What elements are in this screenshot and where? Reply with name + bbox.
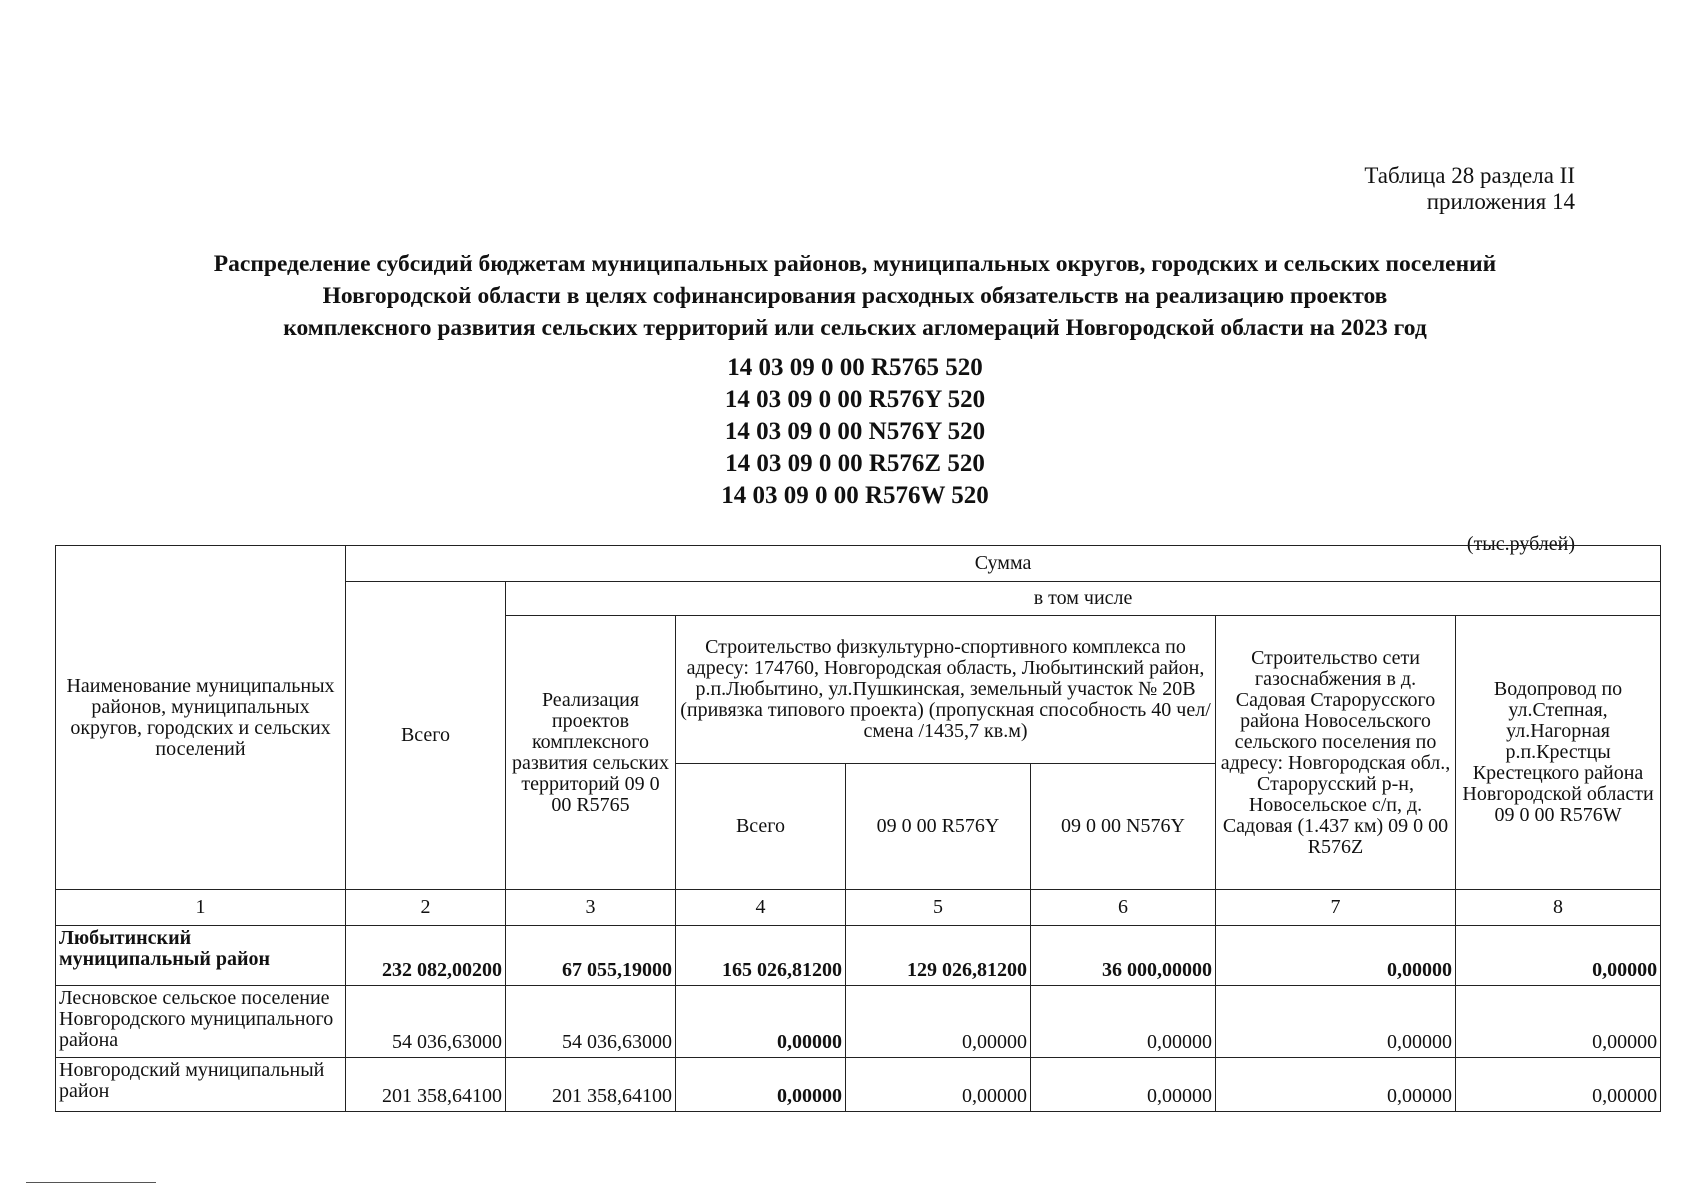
column-number: 7 [1216,890,1456,926]
cell-col3: 67 055,19000 [506,926,676,986]
column-number: 1 [56,890,346,926]
row-name: Любытинский муниципальный район [56,926,346,986]
budget-code: 14 03 09 0 00 R576W 520 [721,482,989,509]
budget-code: 14 03 09 0 00 R5765 520 [727,354,983,381]
cell-col7: 0,00000 [1216,926,1456,986]
table-row [56,1058,1661,1112]
document-title [60,248,1650,344]
row-name: Новгородский муниципальный район [56,1058,346,1112]
header-col4: Всего [676,764,846,890]
cell-col6: 0,00000 [1031,986,1216,1058]
header-total: Всего [346,582,506,890]
header-col5: 09 0 00 R576Y [846,764,1031,890]
budget-codes [60,352,1650,512]
header-sum: Сумма [346,546,1661,582]
header-col6: 09 0 00 N576Y [1031,764,1216,890]
cell-col8: 0,00000 [1456,1058,1661,1112]
cell-col7: 0,00000 [1216,986,1456,1058]
row-name: Лесновское сельское поселение Новгородского муниципального района [56,986,346,1058]
cell-col8: 0,00000 [1456,986,1661,1058]
header-construction: Строительство физкультурно-спортивного комплекса по адресу: 174760, Новгородская область, Любытинский район, р.п.Любытино, ул.Пушкинская, земельный участок № 20В (привязка типового проекта) (пропускная способность 40 чел/смена /1435,7 кв.м) [676,616,1216,764]
budget-code: 14 03 09 0 00 N576Y 520 [724,418,986,445]
column-number: 2 [346,890,506,926]
cell-col4: 0,00000 [676,1058,846,1112]
document-title-line1: Распределение субсидий бюджетам муниципальных районов, муниципальных округов, городских и сельских поселений [213,251,1497,277]
cell-col4: 165 026,81200 [676,926,846,986]
table-row [56,926,1661,986]
cell-col5: 0,00000 [846,986,1031,1058]
header-col3: Реализация проектов комплексного развития сельских территорий 09 0 00 R5765 [506,616,676,890]
budget-code: 14 03 09 0 00 R576Y 520 [724,386,986,413]
cell-col6: 0,00000 [1031,1058,1216,1112]
document-title-line3: комплексного развития сельских территорий или сельских агломераций Новгородской области на 2023 год [283,315,1427,341]
cell-col6: 36 000,00000 [1031,926,1216,986]
header-name: Наименование муниципальных районов, муниципальных округов, городских и сельских поселений [56,546,346,890]
footnote-divider [26,1182,156,1183]
header-col8: Водопровод по ул.Степная, ул.Нагорная р.п.Крестцы Крестецкого района Новгородской области 09 0 00 R576W [1456,616,1661,890]
column-number: 8 [1456,890,1661,926]
table-reference-line2: приложения 14 [1426,189,1575,214]
budget-code: 14 03 09 0 00 R576Z 520 [725,450,985,477]
table-reference [1364,163,1575,215]
cell-col5: 129 026,81200 [846,926,1031,986]
column-number: 6 [1031,890,1216,926]
cell-col3: 54 036,63000 [506,986,676,1058]
cell-col8: 0,00000 [1456,926,1661,986]
cell-col5: 0,00000 [846,1058,1031,1112]
column-number: 3 [506,890,676,926]
document-title-line2: Новгородской области в целях софинансирования расходных обязательств на реализацию проектов [322,283,1388,309]
column-number-row [56,890,1661,926]
cell-col7: 0,00000 [1216,1058,1456,1112]
cell-total: 54 036,63000 [346,986,506,1058]
cell-col3: 201 358,64100 [506,1058,676,1112]
header-col7: Строительство сети газоснабжения в д. Садовая Старорусского района Новосельского сельского поселения по адресу: Новгородская обл., Старорусский р-н, Новосельское с/п, д. Садовая (1.437 км) 09 0 00 R576Z [1216,616,1456,890]
unit-label: (тыс.рублей) [1466,533,1575,555]
header-including: в том числе [506,582,1661,616]
table-reference-line1: Таблица 28 раздела II [1364,163,1575,188]
cell-total: 232 082,00200 [346,926,506,986]
column-number: 5 [846,890,1031,926]
subsidy-table [55,545,1661,1112]
table-row [56,986,1661,1058]
cell-total: 201 358,64100 [346,1058,506,1112]
cell-col4: 0,00000 [676,986,846,1058]
column-number: 4 [676,890,846,926]
